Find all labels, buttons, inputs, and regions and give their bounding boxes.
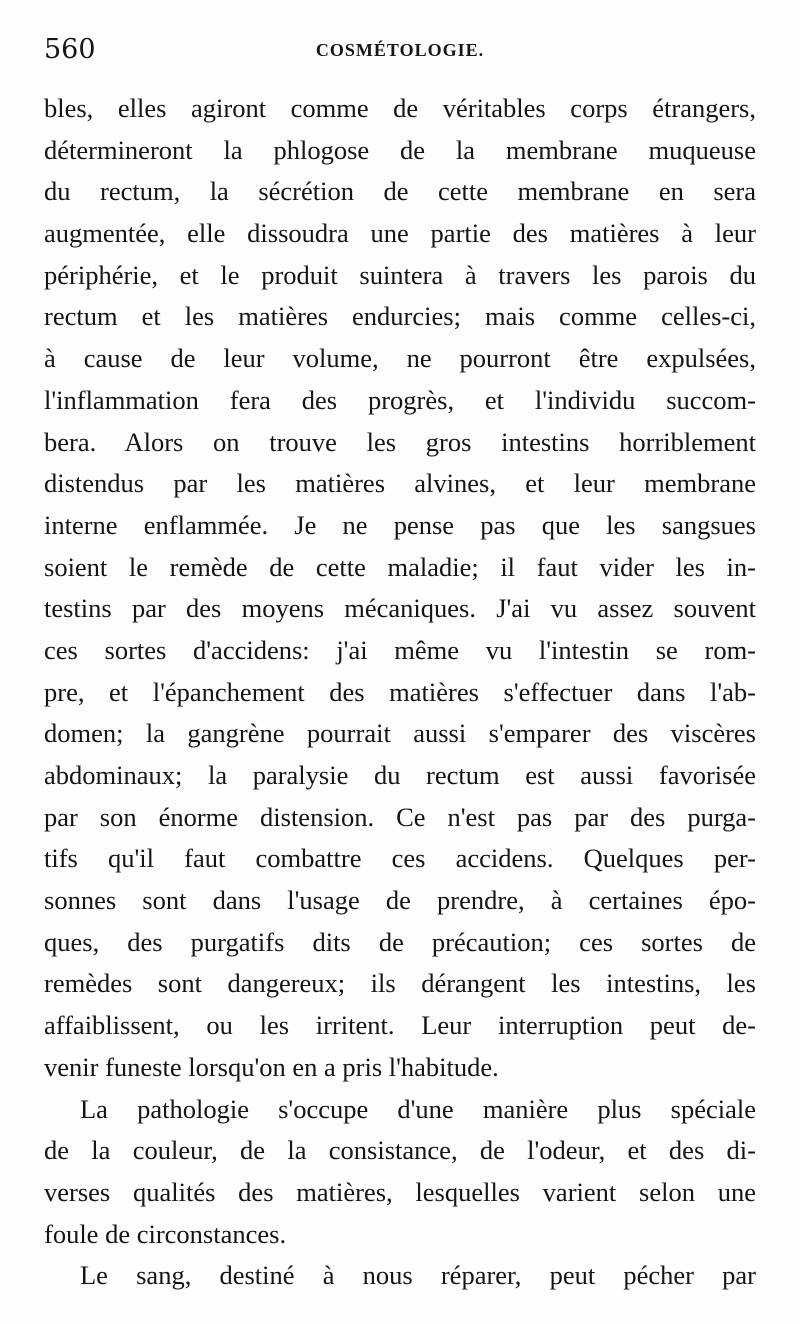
- text-line: soient le remède de cette maladie; il faut vider les in-: [44, 551, 756, 582]
- text-line: bera. Alors on trouve les gros intestins horriblement: [44, 426, 756, 457]
- text-line: ces sortes d'accidens: j'ai même vu l'intestin se rom-: [44, 634, 756, 665]
- text-line: du rectum, la sécrétion de cette membrane en sera: [44, 176, 756, 207]
- text-line: périphérie, et le produit suintera à travers les parois du: [44, 259, 756, 290]
- text-line: verses qualités des matières, lesquelles varient selon une: [44, 1176, 756, 1207]
- text-line: l'inflammation fera des progrès, et l'individu succom-: [44, 384, 756, 415]
- text-line: bles, elles agiront comme de véritables corps étrangers,: [44, 93, 756, 123]
- text-line: remèdes sont dangereux; ils dérangent les intestins, les: [44, 968, 756, 999]
- text-line: à cause de leur volume, ne pourront être expulsées,: [44, 343, 756, 374]
- page-number: 560: [44, 34, 96, 65]
- text-line: affaiblissent, ou les irritent. Leur interruption peut de-: [44, 1010, 756, 1041]
- text-line: tifs qu'il faut combattre ces accidens. Quelques per-: [44, 843, 756, 874]
- text-line: Le sang, destiné à nous réparer, peut pécher par: [80, 1260, 756, 1291]
- text-line: rectum et les matières endurcies; mais comme celles-ci,: [44, 301, 756, 332]
- text-line: venir funeste lorsqu'on en a pris l'habitude.: [44, 1051, 499, 1082]
- text-line: de la couleur, de la consistance, de l'odeur, et des di-: [44, 1135, 756, 1166]
- text-line: sonnes sont dans l'usage de prendre, à certaines épo-: [44, 885, 756, 916]
- text-line: ques, des purgatifs dits de précaution; ces sortes de: [44, 926, 756, 957]
- text-line: interne enflammée. Je ne pense pas que les sangsues: [44, 509, 756, 540]
- text-line: foule de circonstances.: [44, 1218, 287, 1249]
- text-line: distendus par les matières alvines, et leur membrane: [44, 468, 756, 499]
- text-line: domen; la gangrène pourrait aussi s'emparer des viscères: [44, 718, 756, 749]
- text-line: pre, et l'épanchement des matières s'effectuer dans l'ab-: [44, 676, 756, 707]
- running-title: COSMÉTOLOGIE.: [315, 40, 485, 60]
- text-line: augmentée, elle dissoudra une partie des matières à leur: [44, 218, 756, 249]
- body-text: [44, 88, 756, 1297]
- text-line: par son énorme distension. Ce n'est pas par des purga-: [44, 801, 756, 832]
- text-line: abdominaux; la paralysie du rectum est aussi favorisée: [44, 760, 756, 790]
- text-line: testins par des moyens mécaniques. J'ai vu assez souvent: [44, 593, 756, 624]
- text-line: détermineront la phlogose de la membrane muqueuse: [44, 134, 756, 165]
- page-header: [44, 34, 756, 74]
- text-line: La pathologie s'occupe d'une manière plus spéciale: [80, 1093, 756, 1124]
